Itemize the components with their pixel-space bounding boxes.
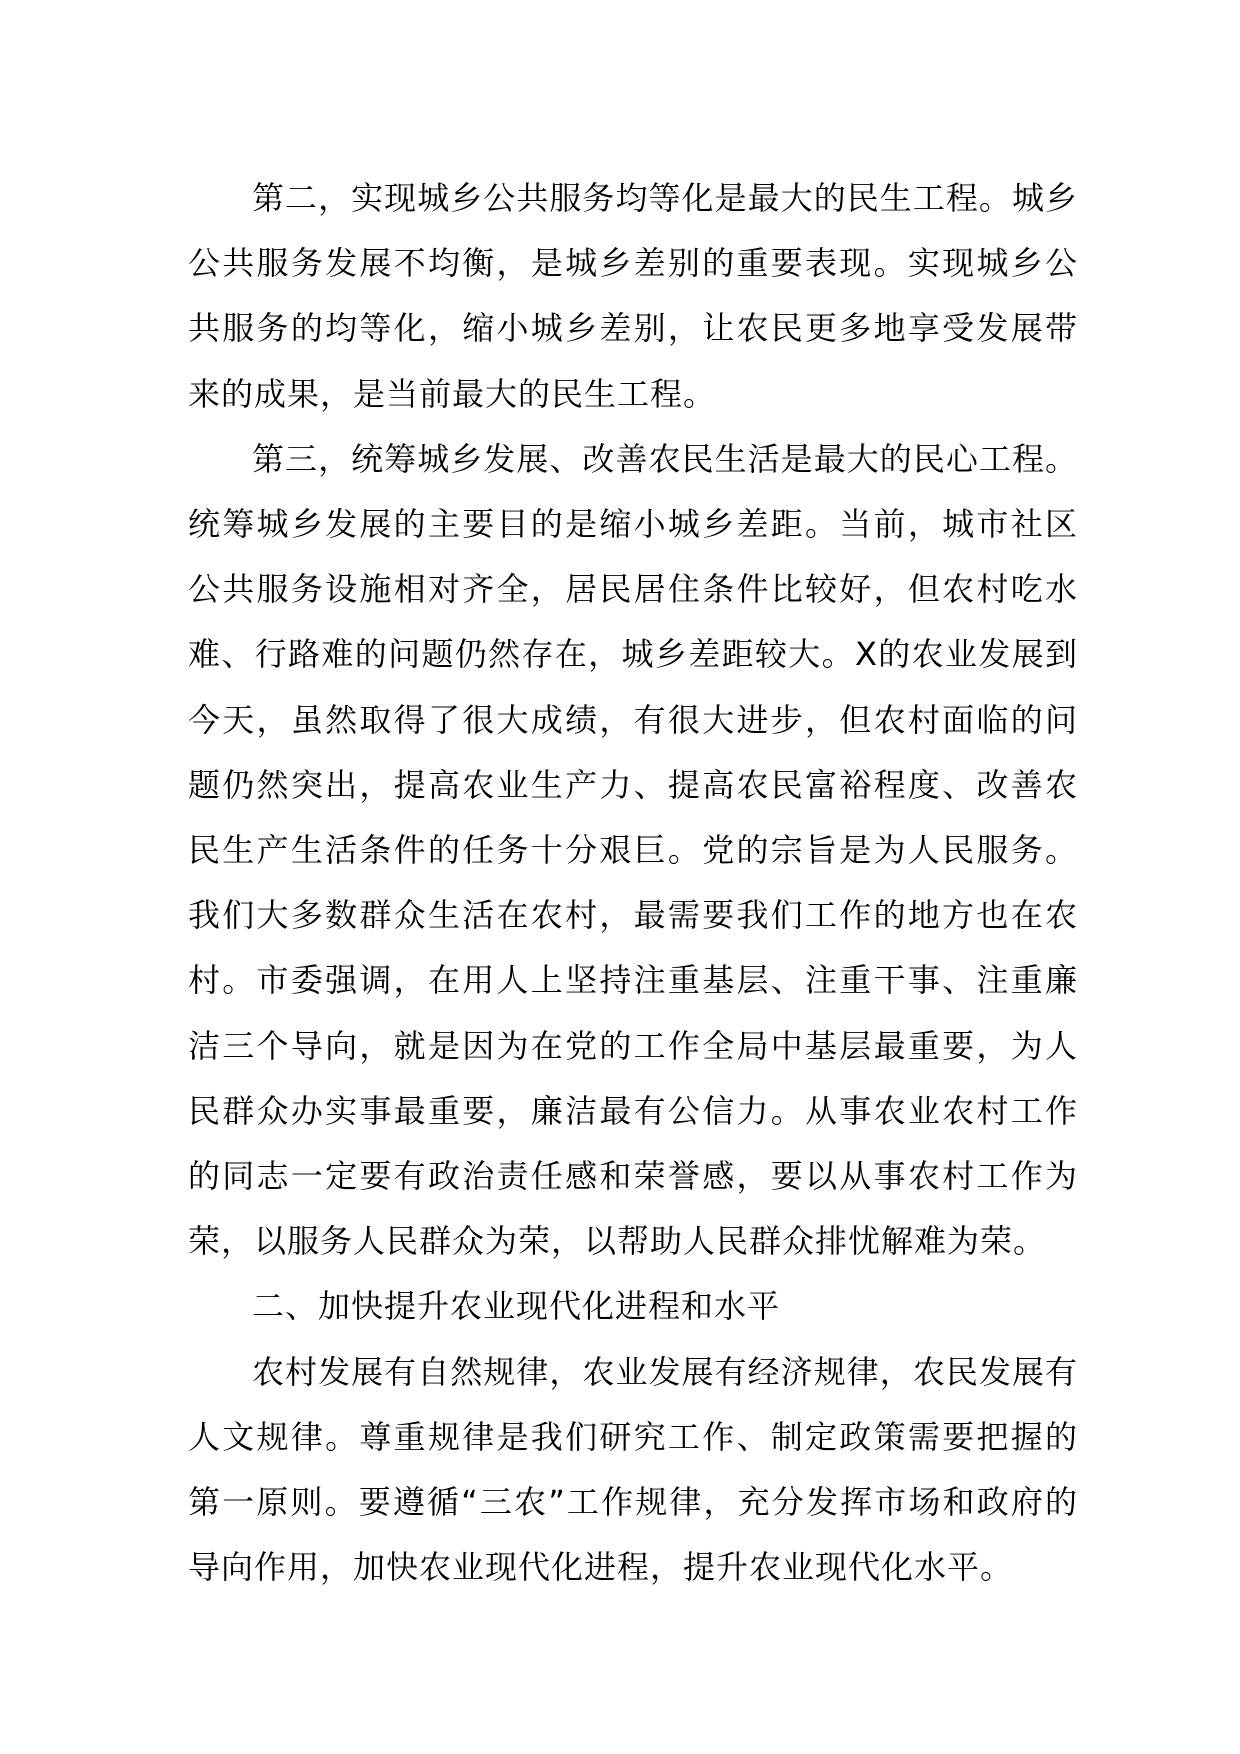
section-heading: 二、加快提升农业现代化进程和水平 [252, 1287, 781, 1326]
paragraph-second-point: 第二，实现城乡公共服务均等化是最大的民生工程。城乡公共服务发展不均衡，是城乡差别的重要表现。实现城乡公共服务的均等化，缩小城乡差别，让农民更多地享受发展带来的成果，是当前最大的民生工程。 [188, 179, 1078, 413]
paragraph-section-intro: 农村发展有自然规律，农业发展有经济规律，农民发展有人文规律。尊重规律是我们研究工作、制定政策需要把握的第一原则。要遵循“三农”工作规律，充分发挥市场和政府的导向作用，加快农业现代化进程，提升农业现代化水平。 [188, 1352, 1078, 1587]
paragraph-third-point: 第三，统筹城乡发展、改善农民生活是最大的民心工程。统筹城乡发展的主要目的是缩小城乡差距。当前，城市社区公共服务设施相对齐全，居民居住条件比较好，但农村吃水难、行路难的问题仍然存在，城乡差距较大。X的农业发展到今天，虽然取得了很大成绩，有很大进步，但农村面临的问题仍然突出，提高农业生产力、提高农民富裕程度、改善农民生产生活条件的任务十分艰巨。党的宗旨是为人民服务。我们大多数群众生活在农村，最需要我们工作的地方也在农村。市委强调，在用人上坚持注重基层、注重干事、注重廉洁三个导向，就是因为在党的工作全局中基层最重要，为人民群众办实事最重要，廉洁最有公信力。从事农业农村工作的同志一定要有政治责任感和荣誉感，要以从事农村工作为荣，以服务人民群众为荣，以帮助人民群众排忧解难为荣。 [188, 439, 1078, 1261]
document-body [188, 166, 1078, 1600]
